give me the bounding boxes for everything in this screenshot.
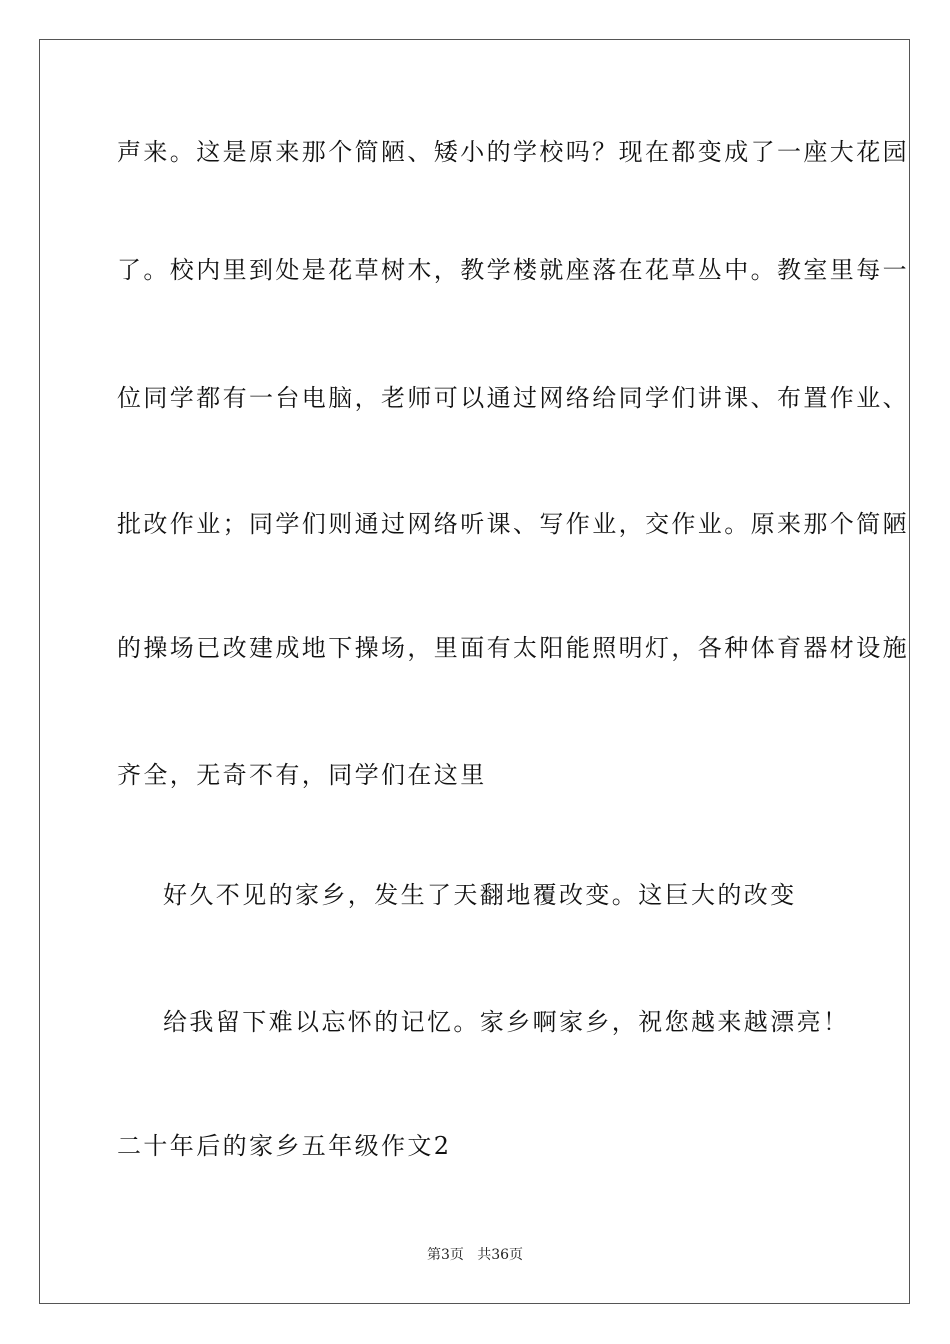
- poem-line-2: 给我留下难以忘怀的记忆。家乡啊家乡，祝您越来越漂亮！: [163, 1008, 850, 1036]
- body-line-1: 声来。这是原来那个简陋、矮小的学校吗？现在都变成了一座大花园: [117, 138, 909, 166]
- body-line-5: 的操场已改建成地下操场，里面有太阳能照明灯，各种体育器材设施: [117, 634, 909, 662]
- body-line-4: 批改作业；同学们则通过网络听课、写作业，交作业。原来那个简陋: [117, 510, 909, 538]
- page-number-footer: 第3页 共36页: [426, 1247, 524, 1263]
- poem-line-1: 好久不见的家乡，发生了天翻地覆改变。这巨大的改变: [163, 881, 797, 909]
- section-heading: 二十年后的家乡五年级作文2: [117, 1132, 452, 1160]
- body-line-3: 位同学都有一台电脑，老师可以通过网络给同学们讲课、布置作业、: [117, 384, 909, 412]
- page-border: [39, 39, 910, 1304]
- body-line-6: 齐全，无奇不有，同学们在这里: [117, 761, 487, 789]
- body-line-2: 了。校内里到处是花草树木，教学楼就座落在花草丛中。教室里每一: [117, 256, 909, 284]
